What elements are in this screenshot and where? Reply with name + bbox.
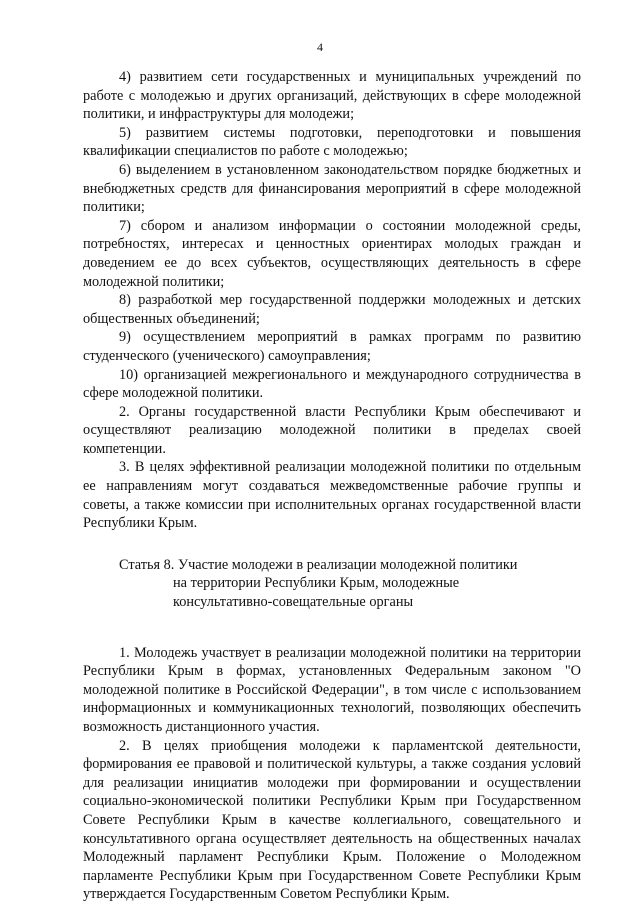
- list-item-6: 6) выделением в установленном законодательством порядке бюджетных и внебюджетных средств для финансирования мероприятий в сфере молодежной политики;: [83, 161, 581, 216]
- page-number: 4: [317, 40, 323, 54]
- list-item-8: 8) разработкой мер государственной поддержки молодежных и детских общественных объединений;: [83, 292, 581, 327]
- article-heading-line-1: Статья 8. Участие молодежи в реализации молодежной политики: [119, 556, 518, 573]
- document-body: [83, 68, 581, 904]
- article-8-heading: [83, 556, 581, 612]
- list-item-9: 9) осуществлением мероприятий в рамках программ по развитию студенческого (ученического) самоуправления;: [83, 329, 581, 364]
- article-8-clause-1: 1. Молодежь участвует в реализации молодежной политики на территории Республики Крым в формах, установленных Федеральным законом "О молодежной политике в Российской Федерации", в том числе с использованием информационных и коммуникационных технологий, позволяющих обеспечить возможность дистанционного участия.: [83, 644, 581, 735]
- list-item-7: 7) сбором и анализом информации о состоянии молодежной среды, потребностях, интересах и ценностных ориентирах молодых граждан и доведением ее до всех субъектов, осуществляющих деятельность в сфере молодежной политики;: [83, 217, 581, 290]
- article-heading-line-2: на территории Республики Крым, молодежные: [173, 575, 460, 592]
- article-heading-line-3: консультативно-совещательные органы: [173, 594, 414, 611]
- clause-2: 2. Органы государственной власти Республики Крым обеспечивают и осуществляют реализацию молодежной политики в пределах своей компетенции.: [83, 403, 581, 457]
- list-item-4: 4) развитием сети государственных и муниципальных учреждений по работе с молодежью и других организаций, действующих в сфере молодежной политики, и инфраструктуры для молодежи;: [83, 69, 581, 123]
- clause-3: 3. В целях эффективной реализации молодежной политики по отдельным ее направлениям могут создаваться межведомственные рабочие группы и советы, а также комиссии при исполнительных органах государственной власти Республики Крым.: [83, 459, 581, 532]
- list-item-10: 10) организацией межрегионального и международного сотрудничества в сфере молодежной политики.: [83, 366, 581, 402]
- article-8-clause-2: 2. В целях приобщения молодежи к парламентской деятельности, формирования ее правовой и политической культуры, а также создания условий для реализации инициатив молодежи при формировании и осуществлении социально-экономической политики Республики Крым при Государственном Совете Республики Крым в качестве коллегиального, совещательного и консультативного органа осуществляет деятельность на общественных началах Молодежный парламент Республики Крым. Положение о Молодежном парламенте Республики Крым при Государственном Совете Республики Крым утверждается Государственным Советом Республики Крым.: [83, 737, 581, 903]
- list-item-5: 5) развитием системы подготовки, переподготовки и повышения квалификации специалистов по работе с молодежью;: [83, 124, 581, 160]
